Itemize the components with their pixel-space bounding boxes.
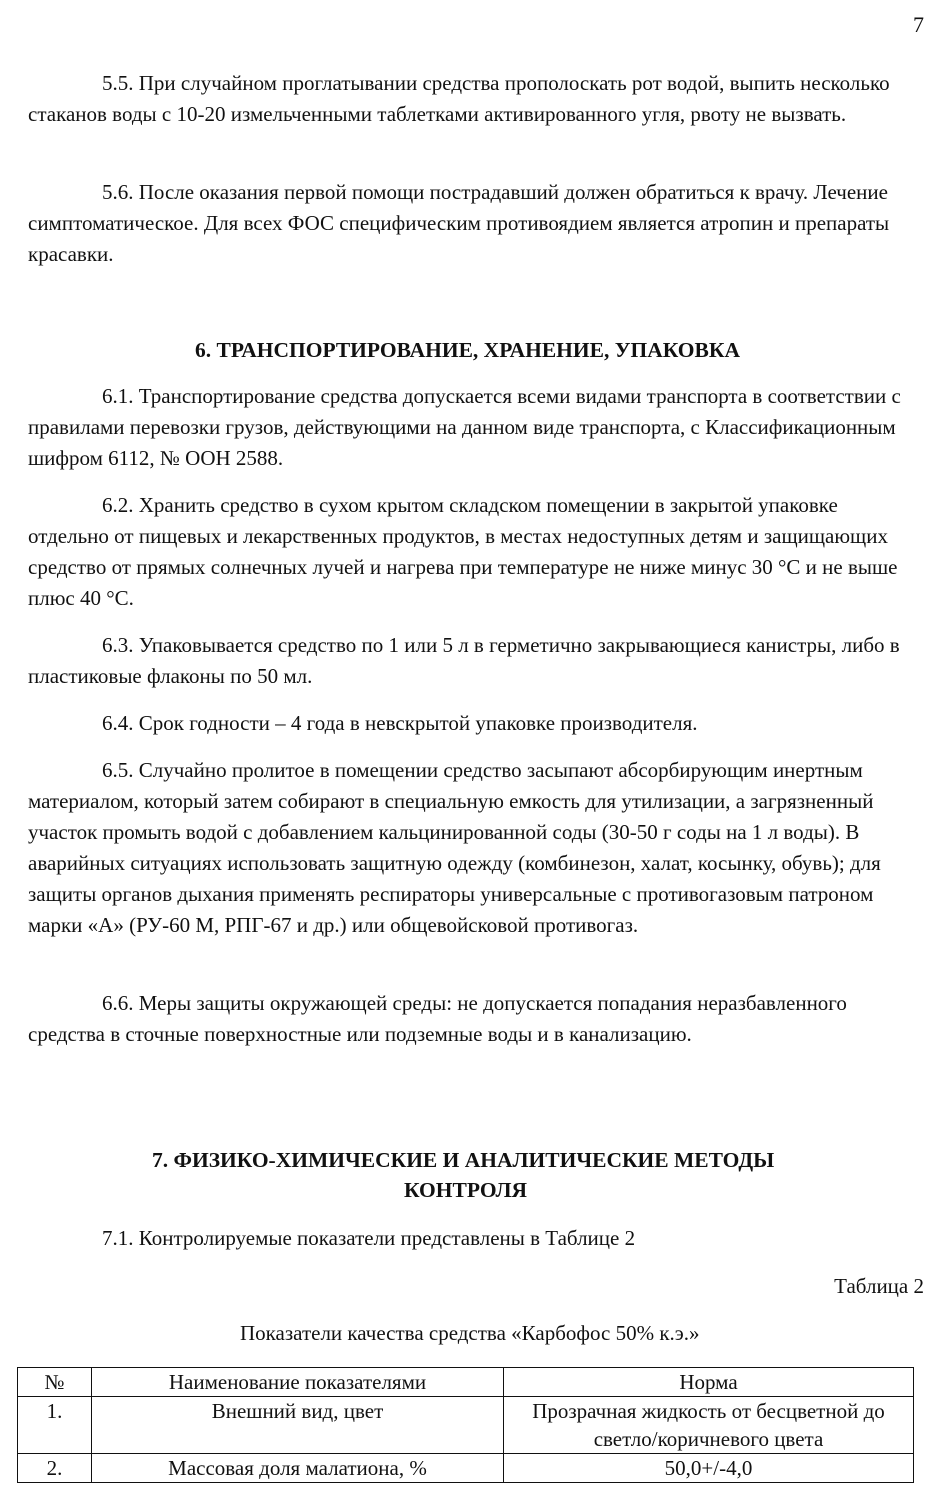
cell-number: 2.	[18, 1454, 92, 1483]
section-7-heading-line2: КОНТРОЛЯ	[404, 1178, 528, 1202]
paragraph-6-3: 6.3. Упаковывается средство по 1 или 5 л в герметично закрывающиеся канистры, либо в пластиковые флаконы по 50 мл.	[28, 633, 900, 688]
cell-number: 1.	[18, 1397, 92, 1454]
paragraph-6-6: 6.6. Меры защиты окружающей среды: не допускается попадания неразбавленного средства в сточные поверхностные или подземные воды и в канализацию.	[28, 991, 847, 1046]
paragraph-6-4: 6.4. Срок годности – 4 года в невскрытой упаковке производителя.	[102, 711, 698, 735]
table-label: Таблица 2	[834, 1274, 924, 1298]
cell-norm: 50,0+/-4,0	[504, 1454, 914, 1483]
header-name: Наименование показателями	[92, 1368, 504, 1397]
paragraph-5-5: 5.5. При случайном проглатывании средства прополоскать рот водой, выпить несколько стаканов воды с 10-20 измельченными таблетками активированного угля, рвоту не вызвать.	[28, 71, 890, 126]
table-row	[18, 1397, 914, 1454]
paragraph-6-1: 6.1. Транспортирование средства допускается всеми видами транспорта в соответствии с правилами перевозки грузов, действующими на данном виде транспорта, с Классификационным шифром 6112, № ООН 2588.	[28, 384, 901, 470]
section-6-heading: 6. ТРАНСПОРТИРОВАНИЕ, ХРАНЕНИЕ, УПАКОВКА	[195, 338, 740, 362]
quality-indicators-table	[17, 1367, 914, 1483]
paragraph-6-2: 6.2. Хранить средство в сухом крытом складском помещении в закрытой упаковке отдельно от пищевых и лекарственных продуктов, в местах недоступных детям и защищающих средство от прямых солнечных лучей и нагрева при температуре не ниже минус 30 °С и не выше плюс 40 °С.	[28, 493, 898, 610]
page-number: 7	[913, 12, 924, 37]
header-number: №	[18, 1368, 92, 1397]
paragraph-7-1: 7.1. Контролируемые показатели представлены в Таблице 2	[102, 1226, 636, 1250]
cell-norm: Прозрачная жидкость от бесцветной до светло/коричневого цвета	[504, 1397, 914, 1454]
header-norm: Норма	[504, 1368, 914, 1397]
table-caption: Показатели качества средства «Карбофос 50% к.э.»	[240, 1321, 700, 1345]
paragraph-5-6: 5.6. После оказания первой помощи пострадавший должен обратиться к врачу. Лечение симптоматическое. Для всех ФОС специфическим противоядием является атропин и препараты красавки.	[28, 180, 890, 266]
section-7-heading-line1: 7. ФИЗИКО-ХИМИЧЕСКИЕ И АНАЛИТИЧЕСКИЕ МЕТОДЫ	[152, 1148, 775, 1172]
cell-name: Массовая доля малатиона, %	[92, 1454, 504, 1483]
paragraph-6-5: 6.5. Случайно пролитое в помещении средство засыпают абсорбирующим инертным материалом, который затем собирают в специальную емкость для утилизации, а загрязненный участок промыть водой с добавлением кальцинированной соды (30-50 г соды на 1 л воды). В аварийных ситуациях использовать защитную одежду (комбинезон, халат, косынку, обувь); для защиты органов дыхания применять респираторы универсальные с противогазовым патроном марки «А» (РУ-60 М, РПГ-67 и др.) или общевойсковой противогаз.	[28, 758, 881, 937]
table-header-row	[18, 1368, 914, 1397]
table-row	[18, 1454, 914, 1483]
cell-name: Внешний вид, цвет	[92, 1397, 504, 1454]
